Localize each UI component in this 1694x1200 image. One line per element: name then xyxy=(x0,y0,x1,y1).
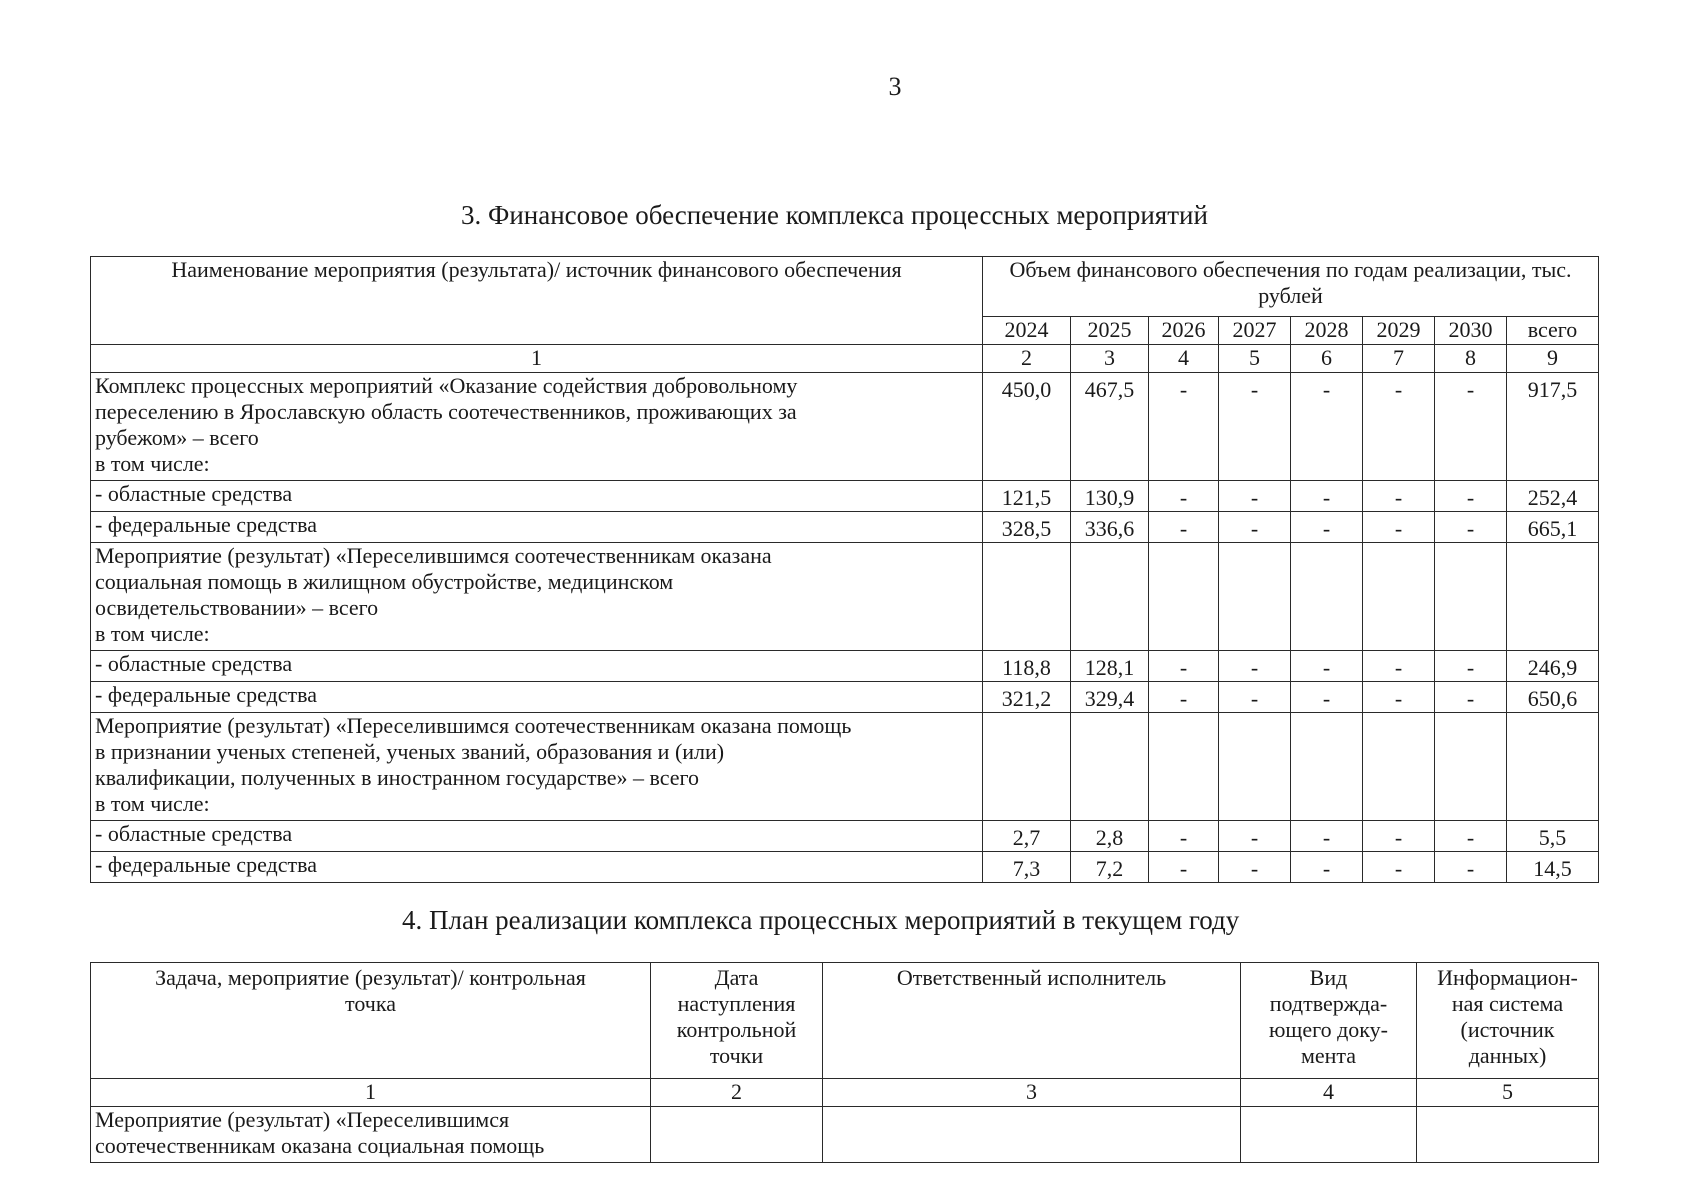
text-line: - федеральные средства xyxy=(95,512,317,537)
text-line: ющего доку- xyxy=(1268,1017,1388,1042)
value-cell: - xyxy=(1149,512,1219,543)
value-cell: 246,9 xyxy=(1507,651,1599,682)
column-number: 7 xyxy=(1363,345,1435,373)
text-line: Информацион- xyxy=(1437,965,1578,990)
document-type-column-header xyxy=(1241,963,1417,1079)
value-cell: 128,1 xyxy=(1071,651,1149,682)
text-line: рубежом» – всего xyxy=(95,425,259,450)
text-line: точка xyxy=(345,991,396,1016)
column-number: 8 xyxy=(1435,345,1507,373)
value-cell: - xyxy=(1219,821,1291,852)
value-cell: - xyxy=(1291,682,1363,713)
value-cell: - xyxy=(1363,481,1435,512)
text-line: в признании ученых степеней, ученых званий, образования и (или) xyxy=(95,739,725,764)
column-number: 5 xyxy=(1219,345,1291,373)
value-cell xyxy=(1435,713,1507,821)
table-row xyxy=(91,821,1599,852)
text-line: освидетельствовании» – всего xyxy=(95,595,379,620)
value-cell: - xyxy=(1219,512,1291,543)
row-name xyxy=(91,651,983,682)
table-row xyxy=(91,512,1599,543)
value-cell xyxy=(1071,713,1149,821)
value-cell: - xyxy=(1291,481,1363,512)
column-number: 4 xyxy=(1149,345,1219,373)
text-line: Мероприятие (результат) «Переселившимся xyxy=(95,1107,510,1132)
column-number: 2 xyxy=(983,345,1071,373)
empty-cell xyxy=(1417,1107,1599,1163)
year-header: 2027 xyxy=(1219,317,1291,345)
row-name xyxy=(91,682,983,713)
value-cell: 328,5 xyxy=(983,512,1071,543)
table-row xyxy=(91,543,1599,651)
text-line: соотечественникам оказана социальная помощь xyxy=(95,1133,545,1158)
year-header: 2030 xyxy=(1435,317,1507,345)
value-cell: - xyxy=(1291,852,1363,883)
value-cell: 2,7 xyxy=(983,821,1071,852)
value-cell: - xyxy=(1435,852,1507,883)
value-cell: 7,3 xyxy=(983,852,1071,883)
text-line: в том числе: xyxy=(95,791,210,816)
value-cell: 5,5 xyxy=(1507,821,1599,852)
name-column-header: Наименование мероприятия (результата)/ источник финансового обеспечения xyxy=(91,257,983,345)
text-line: точки xyxy=(709,1043,764,1068)
value-cell: - xyxy=(1291,651,1363,682)
value-cell: - xyxy=(1219,682,1291,713)
text-line: подтвержда- xyxy=(1269,991,1388,1016)
value-cell: - xyxy=(1435,481,1507,512)
value-cell: - xyxy=(1219,852,1291,883)
table-row xyxy=(91,713,1599,821)
empty-cell xyxy=(823,1107,1241,1163)
value-cell xyxy=(1507,543,1599,651)
row-name xyxy=(91,713,983,821)
value-cell: 467,5 xyxy=(1071,373,1149,481)
value-cell xyxy=(1219,543,1291,651)
value-cell xyxy=(983,713,1071,821)
value-cell: 7,2 xyxy=(1071,852,1149,883)
value-cell: - xyxy=(1149,651,1219,682)
text-line: Мероприятие (результат) «Переселившимся соотечественникам оказана помощь xyxy=(95,713,852,738)
value-cell: 917,5 xyxy=(1507,373,1599,481)
row-name xyxy=(91,373,983,481)
row-name xyxy=(91,821,983,852)
text-line: - областные средства xyxy=(95,821,293,846)
text-line: Задача, мероприятие (результат)/ контрольная xyxy=(155,965,586,990)
value-cell xyxy=(1291,713,1363,821)
text-line: мента xyxy=(1300,1043,1357,1068)
text-line: в том числе: xyxy=(95,621,210,646)
row-name xyxy=(91,512,983,543)
column-number: 5 xyxy=(1417,1079,1599,1107)
value-cell: 130,9 xyxy=(1071,481,1149,512)
text-line: Комплекс процессных мероприятий «Оказание содействия добровольному xyxy=(95,373,798,398)
text-line: - федеральные средства xyxy=(95,852,317,877)
value-cell: 321,2 xyxy=(983,682,1071,713)
text-line: данных) xyxy=(1468,1043,1547,1068)
year-header: всего xyxy=(1507,317,1599,345)
value-cell: 121,5 xyxy=(983,481,1071,512)
plan-table xyxy=(90,962,1599,1163)
year-header: 2028 xyxy=(1291,317,1363,345)
value-cell: - xyxy=(1291,821,1363,852)
table-row xyxy=(91,1107,1599,1163)
text-line: - федеральные средства xyxy=(95,682,317,707)
column-number: 6 xyxy=(1291,345,1363,373)
column-number: 1 xyxy=(91,1079,651,1107)
row-name xyxy=(91,852,983,883)
task-column-header xyxy=(91,963,651,1079)
year-header: 2026 xyxy=(1149,317,1219,345)
value-cell: - xyxy=(1363,852,1435,883)
value-cell: - xyxy=(1363,373,1435,481)
volume-column-header: Объем финансового обеспечения по годам реализации, тыс. рублей xyxy=(983,257,1599,317)
financing-table xyxy=(90,256,1599,883)
value-cell: - xyxy=(1219,373,1291,481)
executor-column-header xyxy=(823,963,1241,1079)
table-row xyxy=(91,852,1599,883)
value-cell: - xyxy=(1435,682,1507,713)
value-cell: - xyxy=(1363,821,1435,852)
text-line: переселению в Ярославскую область соотечественников, проживающих за xyxy=(95,399,797,424)
column-number: 4 xyxy=(1241,1079,1417,1107)
text-line: Мероприятие (результат) «Переселившимся соотечественникам оказана xyxy=(95,543,772,568)
text-line: контрольной xyxy=(676,1017,797,1042)
page-number: 3 xyxy=(888,72,902,101)
text-line: в том числе: xyxy=(95,451,210,476)
value-cell: - xyxy=(1149,682,1219,713)
value-cell: 329,4 xyxy=(1071,682,1149,713)
text-line: Дата xyxy=(714,965,759,990)
column-number: 3 xyxy=(823,1079,1241,1107)
value-cell: - xyxy=(1363,512,1435,543)
table-row xyxy=(91,373,1599,481)
value-cell xyxy=(1435,543,1507,651)
value-cell: 336,6 xyxy=(1071,512,1149,543)
info-system-column-header xyxy=(1417,963,1599,1079)
value-cell xyxy=(1363,713,1435,821)
value-cell: 650,6 xyxy=(1507,682,1599,713)
value-cell xyxy=(1149,713,1219,821)
value-cell: 2,8 xyxy=(1071,821,1149,852)
value-cell: - xyxy=(1435,373,1507,481)
value-cell xyxy=(1071,543,1149,651)
section-3-title: 3. Финансовое обеспечение комплекса процессных мероприятий xyxy=(461,200,1208,230)
row-name xyxy=(91,543,983,651)
value-cell: 450,0 xyxy=(983,373,1071,481)
value-cell: - xyxy=(1149,481,1219,512)
value-cell: - xyxy=(1291,512,1363,543)
year-header: 2024 xyxy=(983,317,1071,345)
text-line: Ответственный исполнитель xyxy=(896,965,1167,990)
value-cell: 118,8 xyxy=(983,651,1071,682)
empty-cell xyxy=(651,1107,823,1163)
date-column-header xyxy=(651,963,823,1079)
value-cell: - xyxy=(1435,512,1507,543)
value-cell: - xyxy=(1363,682,1435,713)
value-cell: 14,5 xyxy=(1507,852,1599,883)
value-cell xyxy=(983,543,1071,651)
text-line: - областные средства xyxy=(95,651,293,676)
empty-cell xyxy=(1241,1107,1417,1163)
value-cell xyxy=(1291,543,1363,651)
value-cell: - xyxy=(1219,481,1291,512)
section-4-title: 4. План реализации комплекса процессных мероприятий в текущем году xyxy=(402,905,1240,935)
value-cell: - xyxy=(1149,373,1219,481)
text-line: Вид xyxy=(1309,965,1348,990)
value-cell: - xyxy=(1149,821,1219,852)
value-cell xyxy=(1219,713,1291,821)
table-row xyxy=(91,651,1599,682)
value-cell: - xyxy=(1149,852,1219,883)
table-row xyxy=(91,481,1599,512)
column-number: 3 xyxy=(1071,345,1149,373)
year-header: 2025 xyxy=(1071,317,1149,345)
value-cell: 252,4 xyxy=(1507,481,1599,512)
text-line: ная система xyxy=(1451,991,1564,1016)
text-line: социальная помощь в жилищном обустройстве, медицинском xyxy=(95,569,674,594)
value-cell: - xyxy=(1435,651,1507,682)
row-name xyxy=(91,1107,651,1163)
value-cell: 665,1 xyxy=(1507,512,1599,543)
value-cell xyxy=(1507,713,1599,821)
text-line: наступления xyxy=(677,991,796,1016)
value-cell: - xyxy=(1363,651,1435,682)
column-number: 9 xyxy=(1507,345,1599,373)
value-cell xyxy=(1363,543,1435,651)
value-cell: - xyxy=(1435,821,1507,852)
value-cell: - xyxy=(1291,373,1363,481)
text-line: - областные средства xyxy=(95,481,293,506)
text-line: квалификации, полученных в иностранном государстве» – всего xyxy=(95,765,700,790)
text-line: (источник xyxy=(1460,1017,1555,1042)
column-number: 1 xyxy=(91,345,983,373)
row-name xyxy=(91,481,983,512)
value-cell xyxy=(1149,543,1219,651)
value-cell: - xyxy=(1219,651,1291,682)
table-row xyxy=(91,682,1599,713)
column-number: 2 xyxy=(651,1079,823,1107)
year-header: 2029 xyxy=(1363,317,1435,345)
